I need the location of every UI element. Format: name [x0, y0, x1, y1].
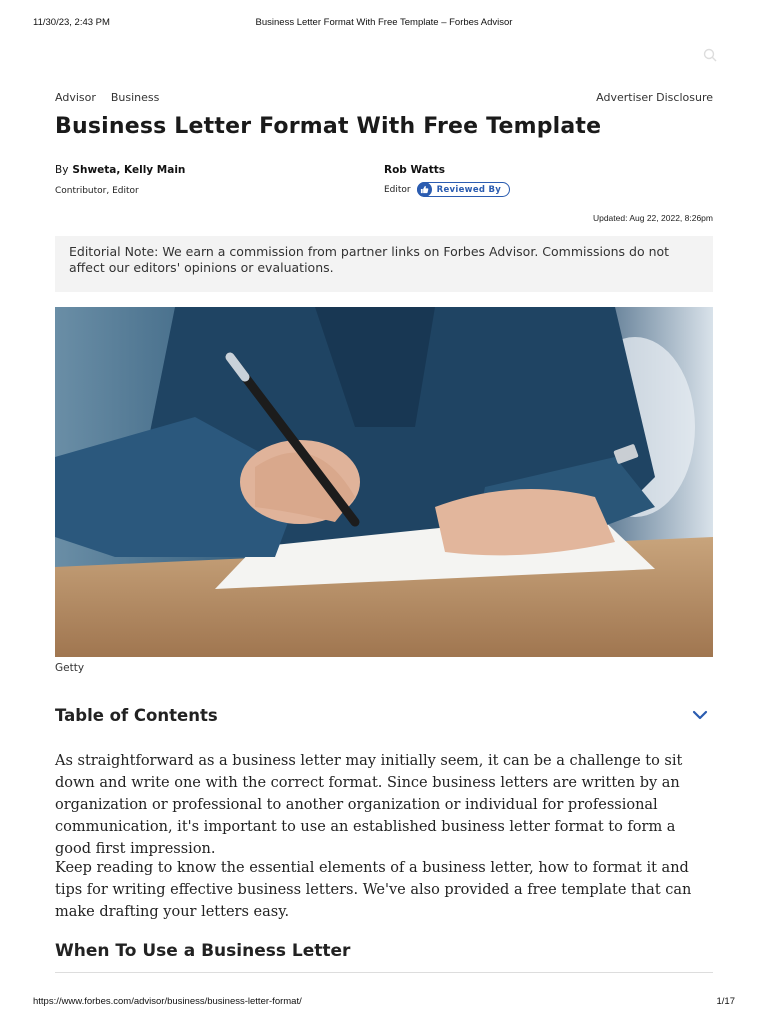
chevron-down-icon[interactable]: [691, 706, 709, 724]
thumbs-up-icon: [417, 182, 432, 197]
updated-timestamp: Updated: Aug 22, 2022, 8:26pm: [592, 213, 713, 223]
image-caption: Getty: [55, 662, 85, 674]
print-url: https://www.forbes.com/advisor/business/business-letter-format/: [33, 996, 302, 1007]
reviewer-role: Editor: [384, 184, 411, 195]
reviewed-by-label: Reviewed By: [436, 184, 502, 195]
search-icon[interactable]: [703, 48, 717, 62]
reviewer-name[interactable]: Rob Watts: [384, 164, 446, 176]
author-block: [55, 164, 185, 196]
page-title: Business Letter Format With Free Template: [55, 114, 602, 139]
advertiser-disclosure-link[interactable]: Advertiser Disclosure: [596, 91, 713, 104]
intro-paragraph-2: Keep reading to know the essential elements of a business letter, how to format it and tips for writing effective business letters. We've also provided a free template that can make drafting your letters easy.: [55, 860, 692, 920]
editorial-note: Editorial Note: We earn a commission from partner links on Forbes Advisor. Commissions do not affect our editors' opinions or evaluations.: [55, 236, 713, 292]
breadcrumb-advisor[interactable]: Advisor: [55, 91, 96, 104]
table-of-contents-toggle[interactable]: [55, 703, 713, 727]
author-roles: Contributor, Editor: [55, 186, 139, 196]
reviewed-by-badge: [417, 182, 511, 197]
page-number: 1/17: [716, 996, 735, 1007]
print-page-title: Business Letter Format With Free Template – Forbes Advisor: [255, 17, 513, 28]
reviewer-block: [384, 164, 510, 197]
breadcrumb: [55, 91, 159, 104]
hero-image: [55, 307, 713, 657]
intro-paragraph: As straightforward as a business letter may initially seem, it can be a challenge to sit down and write one with the correct format. Since business letters are written by an organization or professional to another organization or individual for professional communication, it's important to use an established business letter format to form a good first impression.: [55, 753, 683, 857]
breadcrumb-business[interactable]: Business: [110, 91, 160, 104]
toc-title: Table of Contents: [55, 705, 218, 725]
author-names[interactable]: Shweta, Kelly Main: [72, 164, 186, 176]
print-datetime: 11/30/23, 2:43 PM: [33, 17, 110, 28]
section-heading: When To Use a Business Letter: [55, 941, 351, 961]
hero-photo-illustration: [55, 307, 713, 657]
section-divider: [55, 972, 713, 973]
print-header: [33, 15, 735, 29]
by-label: By: [55, 164, 69, 176]
